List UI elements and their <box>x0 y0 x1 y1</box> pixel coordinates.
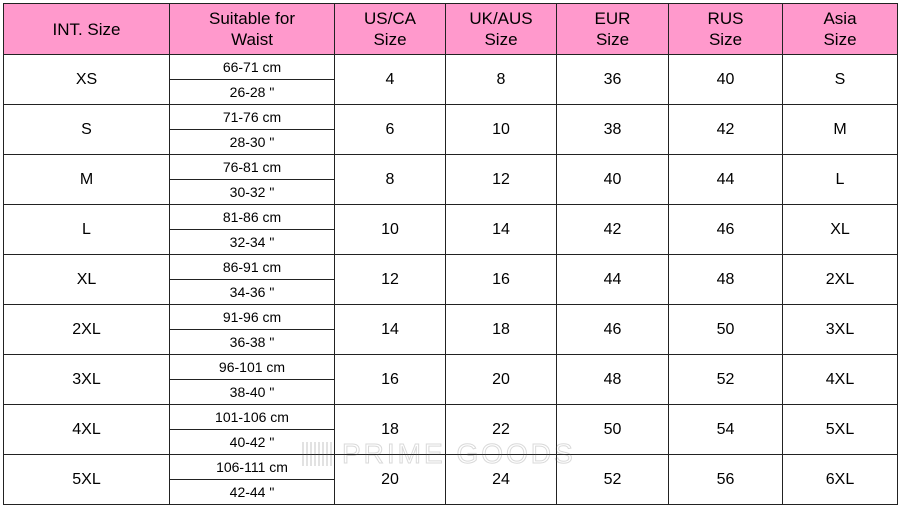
header-waist: Suitable for Waist <box>170 4 335 55</box>
eur-size-cell: 44 <box>557 255 669 305</box>
rus-size-cell: 56 <box>669 455 783 505</box>
rus-size-cell: 44 <box>669 155 783 205</box>
header-uk-aus-size: UK/AUS Size <box>446 4 557 55</box>
header-asia-size: Asia Size <box>783 4 898 55</box>
size-chart-table <box>3 3 898 505</box>
header-us-ca-size: US/CA Size <box>335 4 446 55</box>
table-row <box>4 355 898 380</box>
header-row <box>4 4 898 55</box>
us-ca-size-cell: 4 <box>335 55 446 105</box>
waist-cm-cell: 76-81 cm <box>170 155 335 180</box>
table-header <box>4 4 898 55</box>
asia-size-cell: 2XL <box>783 255 898 305</box>
uk-aus-size-cell: 18 <box>446 305 557 355</box>
int-size-cell: 3XL <box>4 355 170 405</box>
rus-size-cell: 52 <box>669 355 783 405</box>
eur-size-cell: 50 <box>557 405 669 455</box>
rus-size-cell: 50 <box>669 305 783 355</box>
uk-aus-size-cell: 22 <box>446 405 557 455</box>
asia-size-cell: 3XL <box>783 305 898 355</box>
uk-aus-size-cell: 16 <box>446 255 557 305</box>
asia-size-cell: M <box>783 105 898 155</box>
table-row <box>4 255 898 280</box>
asia-size-cell: S <box>783 55 898 105</box>
uk-aus-size-cell: 20 <box>446 355 557 405</box>
int-size-cell: XS <box>4 55 170 105</box>
int-size-cell: XL <box>4 255 170 305</box>
int-size-cell: M <box>4 155 170 205</box>
waist-inch-cell: 28-30 " <box>170 130 335 155</box>
asia-size-cell: XL <box>783 205 898 255</box>
waist-cm-cell: 86-91 cm <box>170 255 335 280</box>
uk-aus-size-cell: 10 <box>446 105 557 155</box>
uk-aus-size-cell: 24 <box>446 455 557 505</box>
rus-size-cell: 46 <box>669 205 783 255</box>
waist-inch-cell: 32-34 " <box>170 230 335 255</box>
int-size-cell: S <box>4 105 170 155</box>
rus-size-cell: 48 <box>669 255 783 305</box>
header-rus-size: RUS Size <box>669 4 783 55</box>
us-ca-size-cell: 6 <box>335 105 446 155</box>
waist-inch-cell: 34-36 " <box>170 280 335 305</box>
us-ca-size-cell: 16 <box>335 355 446 405</box>
waist-cm-cell: 96-101 cm <box>170 355 335 380</box>
uk-aus-size-cell: 14 <box>446 205 557 255</box>
rus-size-cell: 40 <box>669 55 783 105</box>
table-row <box>4 105 898 130</box>
header-int-size: INT. Size <box>4 4 170 55</box>
table-row <box>4 155 898 180</box>
eur-size-cell: 38 <box>557 105 669 155</box>
asia-size-cell: L <box>783 155 898 205</box>
us-ca-size-cell: 10 <box>335 205 446 255</box>
table-row <box>4 205 898 230</box>
eur-size-cell: 46 <box>557 305 669 355</box>
rus-size-cell: 54 <box>669 405 783 455</box>
us-ca-size-cell: 8 <box>335 155 446 205</box>
waist-cm-cell: 91-96 cm <box>170 305 335 330</box>
uk-aus-size-cell: 8 <box>446 55 557 105</box>
waist-cm-cell: 106-111 cm <box>170 455 335 480</box>
eur-size-cell: 42 <box>557 205 669 255</box>
asia-size-cell: 5XL <box>783 405 898 455</box>
eur-size-cell: 52 <box>557 455 669 505</box>
int-size-cell: L <box>4 205 170 255</box>
asia-size-cell: 4XL <box>783 355 898 405</box>
waist-inch-cell: 30-32 " <box>170 180 335 205</box>
table-row <box>4 455 898 480</box>
waist-inch-cell: 38-40 " <box>170 380 335 405</box>
us-ca-size-cell: 18 <box>335 405 446 455</box>
waist-inch-cell: 42-44 " <box>170 480 335 505</box>
us-ca-size-cell: 14 <box>335 305 446 355</box>
us-ca-size-cell: 20 <box>335 455 446 505</box>
header-eur-size: EUR Size <box>557 4 669 55</box>
int-size-cell: 4XL <box>4 405 170 455</box>
eur-size-cell: 36 <box>557 55 669 105</box>
waist-inch-cell: 36-38 " <box>170 330 335 355</box>
waist-inch-cell: 26-28 " <box>170 80 335 105</box>
asia-size-cell: 6XL <box>783 455 898 505</box>
int-size-cell: 2XL <box>4 305 170 355</box>
waist-cm-cell: 66-71 cm <box>170 55 335 80</box>
waist-cm-cell: 71-76 cm <box>170 105 335 130</box>
rus-size-cell: 42 <box>669 105 783 155</box>
eur-size-cell: 40 <box>557 155 669 205</box>
table-body <box>4 55 898 505</box>
watermark-text: PRIME GOODS <box>342 438 576 469</box>
waist-inch-cell: 40-42 " <box>170 430 335 455</box>
table-row <box>4 305 898 330</box>
table-row <box>4 55 898 80</box>
us-ca-size-cell: 12 <box>335 255 446 305</box>
waist-cm-cell: 101-106 cm <box>170 405 335 430</box>
int-size-cell: 5XL <box>4 455 170 505</box>
eur-size-cell: 48 <box>557 355 669 405</box>
table-row <box>4 405 898 430</box>
waist-cm-cell: 81-86 cm <box>170 205 335 230</box>
uk-aus-size-cell: 12 <box>446 155 557 205</box>
